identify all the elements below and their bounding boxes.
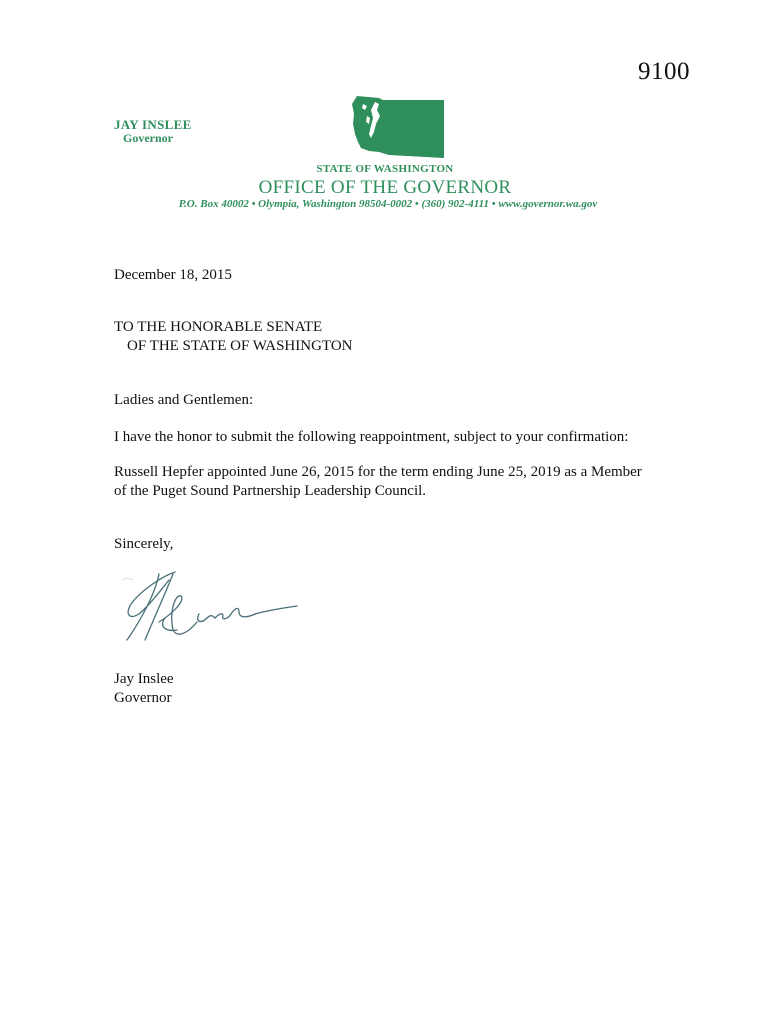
letter-date: December 18, 2015 (114, 267, 232, 283)
governor-name: JAY INSLEE (114, 117, 192, 132)
signer-title: Governor (114, 690, 172, 706)
salutation: Ladies and Gentlemen: (114, 392, 254, 408)
page-number: 9100 (638, 58, 690, 85)
signature-image (115, 560, 305, 652)
addressee-line-2: OF THE STATE OF WASHINGTON (127, 338, 353, 354)
appointment-line-1: Russell Hepfer appointed June 26, 2015 for the term ending June 25, 2019 as a Member (114, 464, 642, 480)
office-name: OFFICE OF THE GOVERNOR (258, 177, 512, 198)
state-name: STATE OF WASHINGTON (316, 163, 454, 175)
signer-name: Jay Inslee (114, 671, 174, 687)
governor-title: Governor (123, 131, 173, 145)
address-line: P.O. Box 40002 • Olympia, Washington 98504-0002 • (360) 902-4111 • www.governor.wa.gov (178, 198, 598, 210)
closing: Sincerely, (114, 536, 174, 552)
addressee-line-1: TO THE HONORABLE SENATE (114, 319, 323, 335)
appointment-line-2: of the Puget Sound Partnership Leadership Council. (114, 483, 427, 499)
intro-paragraph: I have the honor to submit the following reappointment, subject to your confirmation: (114, 429, 629, 445)
washington-state-map-icon (349, 94, 445, 158)
